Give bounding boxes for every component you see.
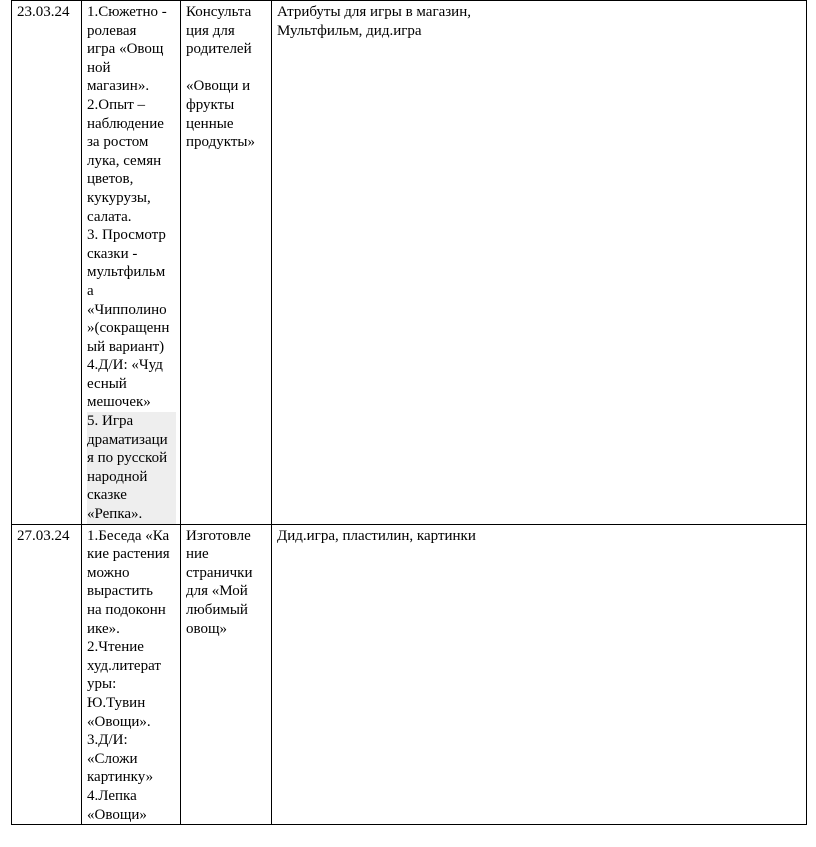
parents-work-line: «Овощи и — [186, 78, 251, 95]
parents-work-line: Изготовле — [186, 527, 251, 544]
activity-line: 2.Чтение — [87, 639, 144, 656]
attribute-line: Дид.игра, пластилин, картинки — [277, 527, 476, 544]
activity-line: а — [87, 282, 94, 299]
activity-line: сказке — [87, 486, 176, 505]
activity-line: 1.Беседа «Ка — [87, 527, 170, 544]
activity-line: можно — [87, 564, 130, 581]
date-text: 27.03.24 — [17, 527, 70, 544]
activity-line: за ростом — [87, 134, 149, 151]
activity-line: 1.Сюжетно - — [87, 4, 167, 20]
activity-line: ый вариант) — [87, 338, 165, 355]
activity-line: драматизаци — [87, 431, 176, 450]
attributes-cell — [272, 524, 807, 825]
activity-line: лука, семян — [87, 152, 162, 169]
attributes-cell — [272, 1, 807, 525]
activity-line: картинку» — [87, 769, 154, 786]
activity-line: сказки - — [87, 245, 138, 262]
activity-line: цветов, — [87, 171, 134, 188]
activity-line: есный — [87, 375, 127, 392]
date-text: 23.03.24 — [17, 4, 70, 20]
activity-line: 4.Д/И: «Чуд — [87, 357, 163, 374]
activity-line: ике». — [87, 620, 120, 637]
activity-line: «Сложи — [87, 750, 138, 767]
activity-line: мешочек» — [87, 394, 151, 411]
date-cell — [12, 1, 82, 525]
parents-work-line: продукты» — [186, 134, 255, 151]
table-row — [12, 524, 807, 825]
table-row — [12, 1, 807, 525]
activity-line: наблюдение — [87, 115, 164, 132]
activity-line: «Репка». — [87, 505, 176, 524]
parents-work-line: для «Мой — [186, 583, 248, 600]
parents-cell — [181, 1, 272, 525]
parents-work-line: ценные — [186, 115, 234, 132]
activity-line: Ю.Тувин — [87, 694, 146, 711]
activity-line: ной — [87, 59, 111, 76]
activity-line: 3. Просмотр — [87, 227, 166, 244]
activity-line: худ.литерат — [87, 657, 161, 674]
activity-line: 5. Игра — [87, 412, 176, 431]
activities-cell — [82, 1, 181, 525]
activity-line: «Овощи» — [87, 806, 147, 823]
activity-line: кие растения — [87, 546, 170, 563]
activity-line: 4.Лепка — [87, 787, 137, 804]
activity-line: «Чипполино — [87, 301, 167, 318]
activity-line: мультфильм — [87, 264, 166, 281]
activity-line: игра «Овощ — [87, 41, 164, 58]
parents-cell — [181, 524, 272, 825]
activity-line: 2.Опыт – — [87, 96, 145, 113]
activity-line: 3.Д/И: — [87, 732, 128, 749]
blank-line — [186, 59, 267, 78]
parents-work-line: родителей — [186, 41, 252, 58]
parents-work-line: ция для — [186, 22, 235, 39]
activity-line: магазин». — [87, 78, 150, 95]
parents-work-line: Консульта — [186, 4, 252, 20]
parents-work-line: овощ» — [186, 620, 228, 637]
activity-line: на подоконн — [87, 602, 166, 618]
date-cell — [12, 524, 82, 825]
activity-line: салата. — [87, 208, 132, 225]
activity-line: я по русской — [87, 449, 176, 468]
activity-line: »(сокращенн — [87, 320, 170, 337]
activity-line: народной — [87, 468, 176, 487]
attribute-line: Мультфильм, дид.игра — [277, 22, 422, 39]
attribute-line: Атрибуты для игры в магазин, — [277, 4, 471, 20]
activity-line: кукурузы, — [87, 189, 151, 206]
parents-work-line: любимый — [186, 602, 248, 618]
activities-cell — [82, 524, 181, 825]
activity-line: вырастить — [87, 583, 153, 600]
parents-work-line: фрукты — [186, 96, 235, 113]
plan-table — [11, 0, 807, 825]
activity-line: «Овощи». — [87, 713, 151, 730]
activity-line: уры: — [87, 676, 117, 693]
parents-work-line: странички — [186, 564, 253, 581]
activity-line: ролевая — [87, 22, 137, 39]
parents-work-line: ние — [186, 546, 209, 563]
